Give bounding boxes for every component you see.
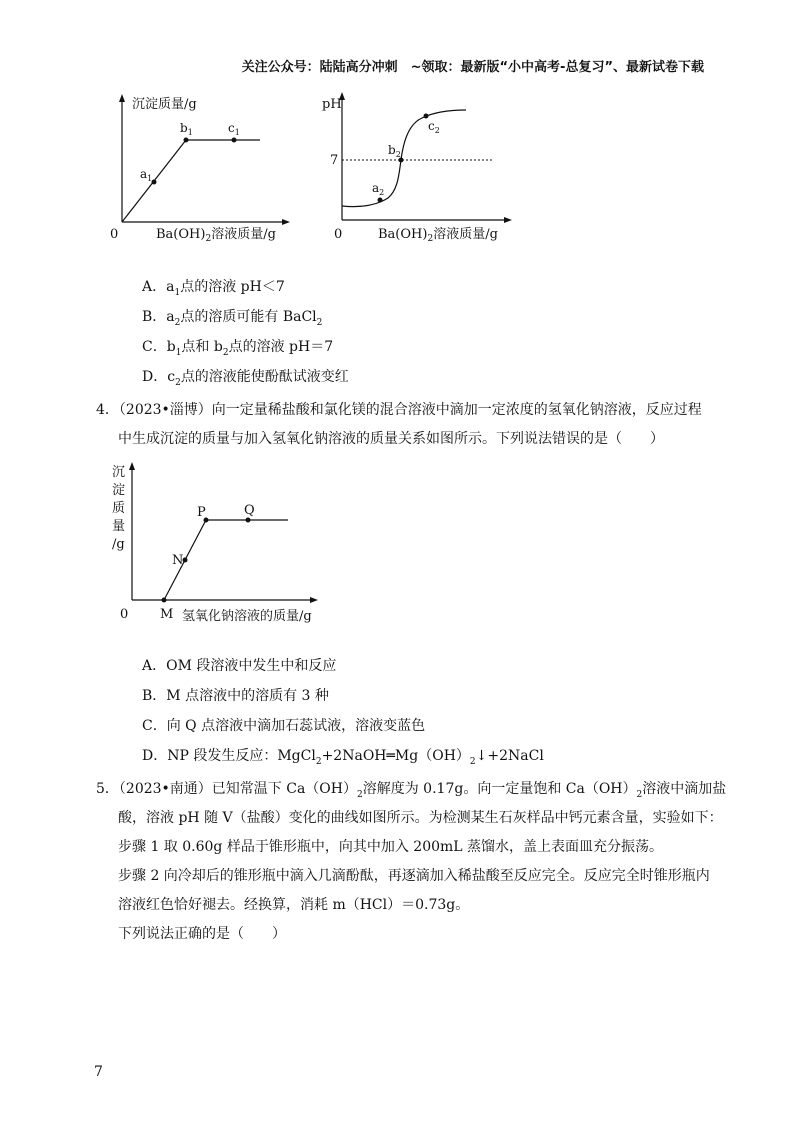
y-axis-arrow <box>129 462 135 470</box>
x-axis-arrow <box>282 219 290 225</box>
x-axis-arrow <box>310 597 318 603</box>
q5-step-2: 步骤 2 向冷却后的锥形瓶中滴入几滴酚酞，再逐滴加入稀盐酸至反应完全。反应完全时锥形瓶内 <box>118 868 710 884</box>
point-n-label: N <box>172 553 184 568</box>
curve-line <box>122 140 260 222</box>
q4-stem-line-2: 中生成沉淀的质量与加入氢氧化钠溶液的质量关系如图所示。下列说法错误的是（ ） <box>118 431 664 447</box>
label-c2: $c_2$ <box>428 119 440 135</box>
label-a1: $a_1$ <box>140 167 153 183</box>
y-axis-label: pH <box>322 97 342 112</box>
point-a2 <box>378 198 383 203</box>
q4-option-c[interactable]: C．向 Q 点溶液中滴加石蕊试液，溶液变蓝色 <box>142 718 426 734</box>
page-number: 7 <box>94 1064 103 1080</box>
y-label-char-4: 量 <box>112 519 126 534</box>
y-axis-arrow <box>119 94 125 102</box>
ph-curve <box>342 110 466 207</box>
label-b1: $b_1$ <box>180 121 193 137</box>
q3-graph-1 <box>108 92 288 252</box>
point-b1 <box>184 138 189 143</box>
x-axis-label: $Ba(OH)_2$溶液质量/g <box>378 227 498 244</box>
origin-label: 0 <box>110 227 119 242</box>
ph7-tick-label: 7 <box>330 153 339 168</box>
y-label-char-1: 沉 <box>112 465 126 480</box>
q5-step-1: 步骤 1 取 0.60g 样品于锥形瓶中，向其中加入 200mL 蒸馏水，盖上表面皿充分振荡。 <box>118 839 664 855</box>
q5-question: 下列说法正确的是（ ） <box>118 926 286 942</box>
q5-step-2-cont: 溶液红色恰好褪去。经换算，消耗 m（HCl）＝0.73g。 <box>118 897 470 913</box>
q3-option-b[interactable]: B．$a_2$点的溶质可能有 BaCl$_2$ <box>142 309 323 328</box>
x-axis-label: 氢氧化钠溶液的质量/g <box>182 609 312 624</box>
q4-graph <box>108 460 348 640</box>
origin-label: 0 <box>120 607 129 622</box>
y-label-char-3: 质 <box>112 501 126 516</box>
label-b2: $b_2$ <box>388 143 401 159</box>
q4-option-b[interactable]: B．M 点溶液中的溶质有 3 种 <box>142 688 329 704</box>
q4-option-d[interactable]: D．NP 段发生反应：$MgCl_2+2NaOH═Mg(OH)_2↓+2NaCl$ <box>142 748 544 767</box>
point-m-label: M <box>160 607 174 622</box>
label-a2: $a_2$ <box>372 181 385 197</box>
q3-option-c[interactable]: C．$b_1$点和 $b_2$点的溶液 pH＝7 <box>142 339 334 358</box>
q4-stem-line-1: 4．（2023•淄博）向一定量稀盐酸和氯化镁的混合溶液中滴加一定浓度的氢氧化钠溶液，反应过程 <box>96 402 702 418</box>
point-p-label: P <box>197 505 206 520</box>
point-m <box>162 598 167 603</box>
y-label-char-5: /g <box>112 537 125 552</box>
point-q-label: Q <box>244 503 255 518</box>
q5-stem-line-2: 酸，溶液 pH 随 V（盐酸）变化的曲线如图所示。为检测某生石灰样品中钙元素含量，实验如下： <box>118 810 723 826</box>
page-header: 关注公众号：陆陆高分冲刺 ~领取：最新版“小中高考-总复习”、最新试卷下载 <box>241 60 704 75</box>
y-label-char-2: 淀 <box>112 483 126 498</box>
q3-option-d[interactable]: D．$c_2$点的溶液能使酚酞试液变红 <box>142 369 349 388</box>
q5-stem-line-1: 5．（2023•南通）已知常温下 $Ca(OH)_2$溶解度为 0.17g。向一定量饱和 $Ca(OH)_2$溶液中滴加盐 <box>96 781 727 800</box>
point-a1 <box>152 180 157 185</box>
q3-graph-2 <box>322 92 522 252</box>
point-q <box>246 518 251 523</box>
y-axis-label: 沉淀质量/g <box>132 97 197 112</box>
x-axis-label: $Ba(OH)_2$溶液质量/g <box>156 227 276 244</box>
point-c1 <box>232 138 237 143</box>
x-axis-arrow <box>504 217 512 223</box>
label-c1: $c_1$ <box>228 121 240 137</box>
point-c2 <box>424 114 429 119</box>
q3-option-a[interactable]: A．$a_1$点的溶液 pH＜7 <box>142 279 285 298</box>
q4-option-a[interactable]: A．OM 段溶液中发生中和反应 <box>142 658 337 674</box>
origin-label: 0 <box>334 227 343 242</box>
